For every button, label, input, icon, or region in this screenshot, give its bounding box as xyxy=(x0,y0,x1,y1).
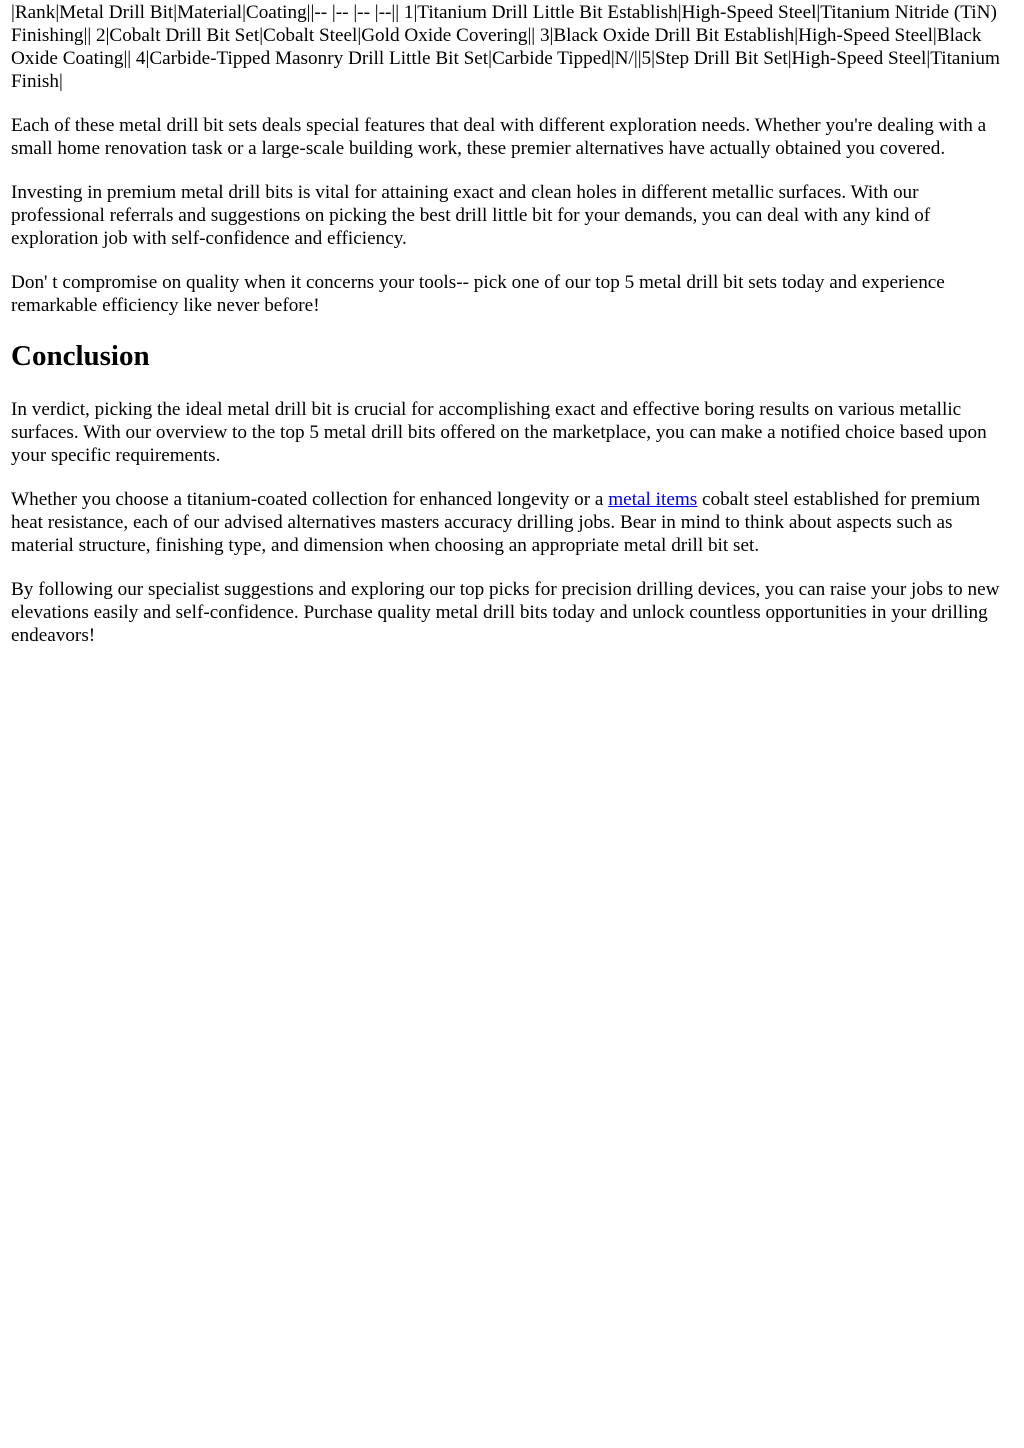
drill-bit-table-text: |Rank|Metal Drill Bit|Material|Coating||-- |-- |-- |--|| 1|Titanium Drill Little Bit Establish|High-Speed Steel|Titanium Nitride (TiN) Finishing|| 2|Cobalt Drill Bit Set|Cobalt Steel|Gold Oxide Covering|| 3|Black Oxide Drill Bit Establish|High-Speed Steel|Black Oxide Coating|| 4|Carbide-Tipped Masonry Drill Little Bit Set|Carbide Tipped|N/||5|Step Drill Bit Set|High-Speed Steel|Titanium Finish| xyxy=(11,2,1000,92)
paragraph-features: Each of these metal drill bit sets deals special features that deal with different exploration needs. Whether you're dealing with a small home renovation task or a large-scale building work, these premier alternatives have actually obtained you covered. xyxy=(11,115,987,159)
paragraph-closing: By following our specialist suggestions and exploring our top picks for precision drilling devices, you can raise your jobs to new elevations easily and self-confidence. Purchase quality metal drill bits today and unlock countless opportunities in your drilling endeavors! xyxy=(11,579,1000,646)
paragraph-choose-end: cobalt steel established for premium heat resistance, each of our advised alternatives masters accuracy drilling jobs. Bear in mind to think about aspects such as material structure, finishing type, and dimension when choosing an appropriate metal drill bit set. xyxy=(11,489,981,556)
paragraph-choose xyxy=(11,488,1013,557)
paragraph-investing: Investing in premium metal drill bits is vital for attaining exact and clean holes in different metallic surfaces. With our professional referrals and suggestions on picking the best drill little bit for your demands, you can deal with any kind of exploration job with self-confidence and efficiency. xyxy=(11,182,931,249)
paragraph-choose-start: Whether you choose a titanium-coated collection for enhanced longevity or a xyxy=(11,489,609,510)
paragraph-quality: Don' t compromise on quality when it concerns your tools-- pick one of our top 5 metal drill bit sets today and experience remarkable efficiency like never before! xyxy=(11,272,945,316)
paragraph-verdict: In verdict, picking the ideal metal drill bit is crucial for accomplishing exact and effective boring results on various metallic surfaces. With our overview to the top 5 metal drill bits offered on the marketplace, you can make a notified choice based upon your specific requirements. xyxy=(11,399,987,466)
metal-items-link[interactable]: metal items xyxy=(608,489,698,510)
document-page xyxy=(0,0,1024,647)
conclusion-heading: Conclusion xyxy=(11,340,150,372)
